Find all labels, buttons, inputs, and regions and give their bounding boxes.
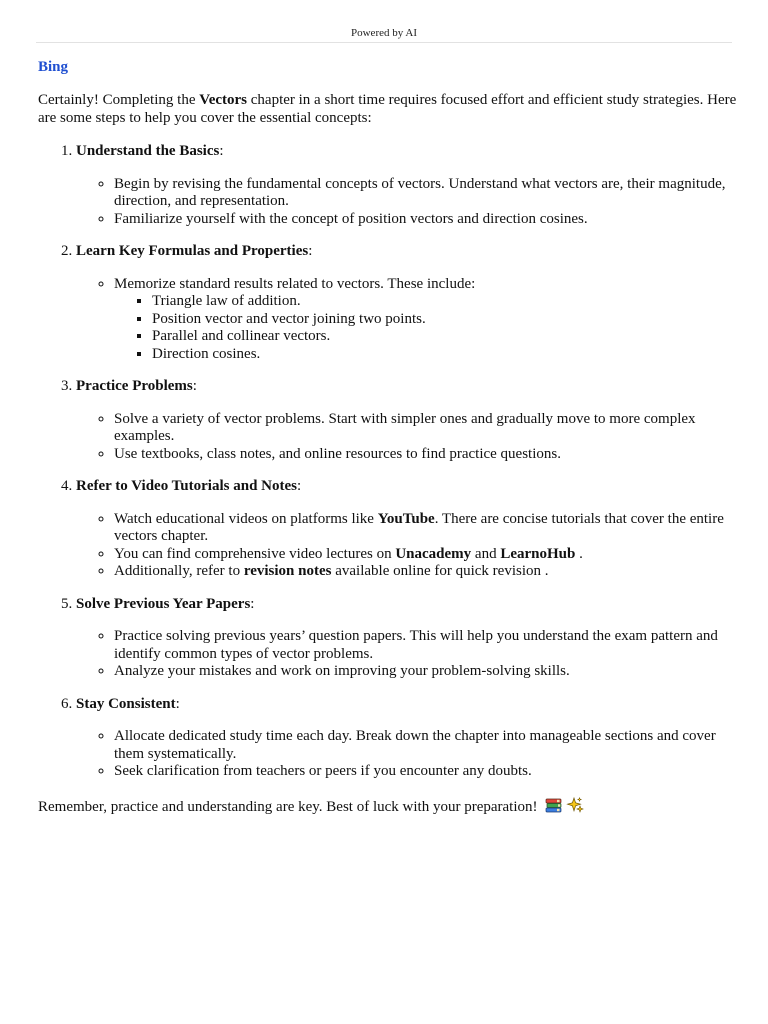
- intro-paragraph: Certainly! Completing the Vectors chapter in a short time requires focused effort and efficient study strategies. Here are some steps to help you cover the essential concepts:: [38, 92, 737, 126]
- sub-list: [114, 293, 738, 363]
- step-item: 1. Understand the Basics: ◦ Begin by revising the fundamental concepts of vectors. Understand what vectors are, their magnitude, direction, and representation. ◦ Familiarize yourself with the concept of position vectors and direction cosines.: [76, 143, 738, 228]
- step-title: Stay Consistent: [76, 695, 176, 712]
- books-icon: [545, 797, 562, 820]
- response-body: [38, 58, 738, 819]
- list-item: ◦ Memorize standard results related to vectors. These include: ▪ Triangle law of addition. ▪ Position vector and vector joining two points. ▪ Parallel and collinear vectors. ▪ Direction cosines.: [114, 276, 738, 364]
- step-item: 6. Stay Consistent: ◦ Allocate dedicated study time each day. Break down the chapter into manageable sections and cover them systematically. ◦ Seek clarification from teachers or peers if you encounter any doubts.: [76, 696, 738, 781]
- bullet-list: [76, 728, 738, 781]
- step-title: Refer to Video Tutorials and Notes: [76, 478, 297, 494]
- powered-by-header: [36, 26, 732, 43]
- revision-notes-link[interactable]: revision notes: [243, 563, 332, 579]
- bullet-list: [76, 176, 738, 229]
- bullet-list: [76, 411, 738, 464]
- list-item: ◦ Seek clarification from teachers or peers if you encounter any doubts.: [114, 763, 738, 781]
- step-title: Understand the Basics: [76, 143, 220, 159]
- sub-list-item: ▪ Position vector and vector joining two points.: [152, 311, 738, 329]
- powered-by-text: Powered by AI: [351, 27, 417, 39]
- step-title: Solve Previous Year Papers: [76, 595, 251, 612]
- source-label[interactable]: Bing: [38, 59, 69, 75]
- steps-list: [38, 143, 738, 781]
- list-item: ◦ Analyze your mistakes and work on improving your problem-solving skills.: [114, 663, 738, 681]
- list-item: ◦ You can find comprehensive video lectures on Unacademy and LearnoHub .: [114, 546, 738, 564]
- step-title: Learn Key Formulas and Properties: [76, 243, 309, 259]
- sub-list-item: ▪ Triangle law of addition.: [152, 293, 738, 311]
- list-item: ◦ Solve a variety of vector problems. Start with simpler ones and gradually move to more complex examples.: [114, 411, 738, 446]
- sub-list-item: ▪ Parallel and collinear vectors.: [152, 328, 738, 346]
- list-item: ◦ Begin by revising the fundamental concepts of vectors. Understand what vectors are, their magnitude, direction, and representation.: [114, 176, 738, 211]
- list-item: ◦ Practice solving previous years’ question papers. This will help you understand the exam pattern and identify common types of vector problems.: [114, 628, 738, 663]
- list-item: ◦ Use textbooks, class notes, and online resources to find practice questions.: [114, 446, 738, 464]
- sub-list-item: ▪ Direction cosines.: [152, 346, 738, 364]
- list-item: ◦ Watch educational videos on platforms like YouTube. There are concise tutorials that cover the entire vectors chapter.: [114, 511, 738, 546]
- list-item: ◦ Allocate dedicated study time each day. Break down the chapter into manageable sections and cover them systematically.: [114, 728, 738, 763]
- closing-paragraph: Remember, practice and understanding are key. Best of luck with your preparation!: [38, 796, 738, 820]
- step-item: 2. Learn Key Formulas and Properties: ◦ Memorize standard results related to vectors. These include: ▪ Triangle law of addition. ▪ Position vector and vector joining two points. ▪ Parallel and collinear vectors. ▪ Direction cosines.: [76, 243, 738, 363]
- step-item: 3. Practice Problems: ◦ Solve a variety of vector problems. Start with simpler ones and gradually move to more complex examples. ◦ Use textbooks, class notes, and online resources to find practice questions.: [76, 378, 738, 463]
- bullet-list: [76, 511, 738, 581]
- step-item: 5. Solve Previous Year Papers: ◦ Practice solving previous years’ question papers. This will help you understand the exam pattern and identify common types of vector problems. ◦ Analyze your mistakes and work on improving your problem-solving skills.: [76, 596, 738, 681]
- list-item: ◦ Additionally, refer to revision notes available online for quick revision .: [114, 563, 738, 581]
- bullet-list: [76, 628, 738, 681]
- youtube-link[interactable]: YouTube: [377, 510, 435, 527]
- unacademy-link[interactable]: Unacademy: [395, 545, 472, 562]
- step-item: 4. Refer to Video Tutorials and Notes: ◦ Watch educational videos on platforms like YouTube. There are concise tutorials that cover the entire vectors chapter. ◦ You can find comprehensive video lectures on Unacademy and LearnoHub . ◦ Additionally, refer to revision notes available online for quick revision .: [76, 478, 738, 581]
- bullet-list: [76, 276, 738, 364]
- learnohub-link[interactable]: LearnoHub: [500, 545, 576, 562]
- list-item: ◦ Familiarize yourself with the concept of position vectors and direction cosines.: [114, 211, 738, 229]
- sparkles-icon: [566, 796, 584, 820]
- step-title: Practice Problems: [76, 378, 193, 394]
